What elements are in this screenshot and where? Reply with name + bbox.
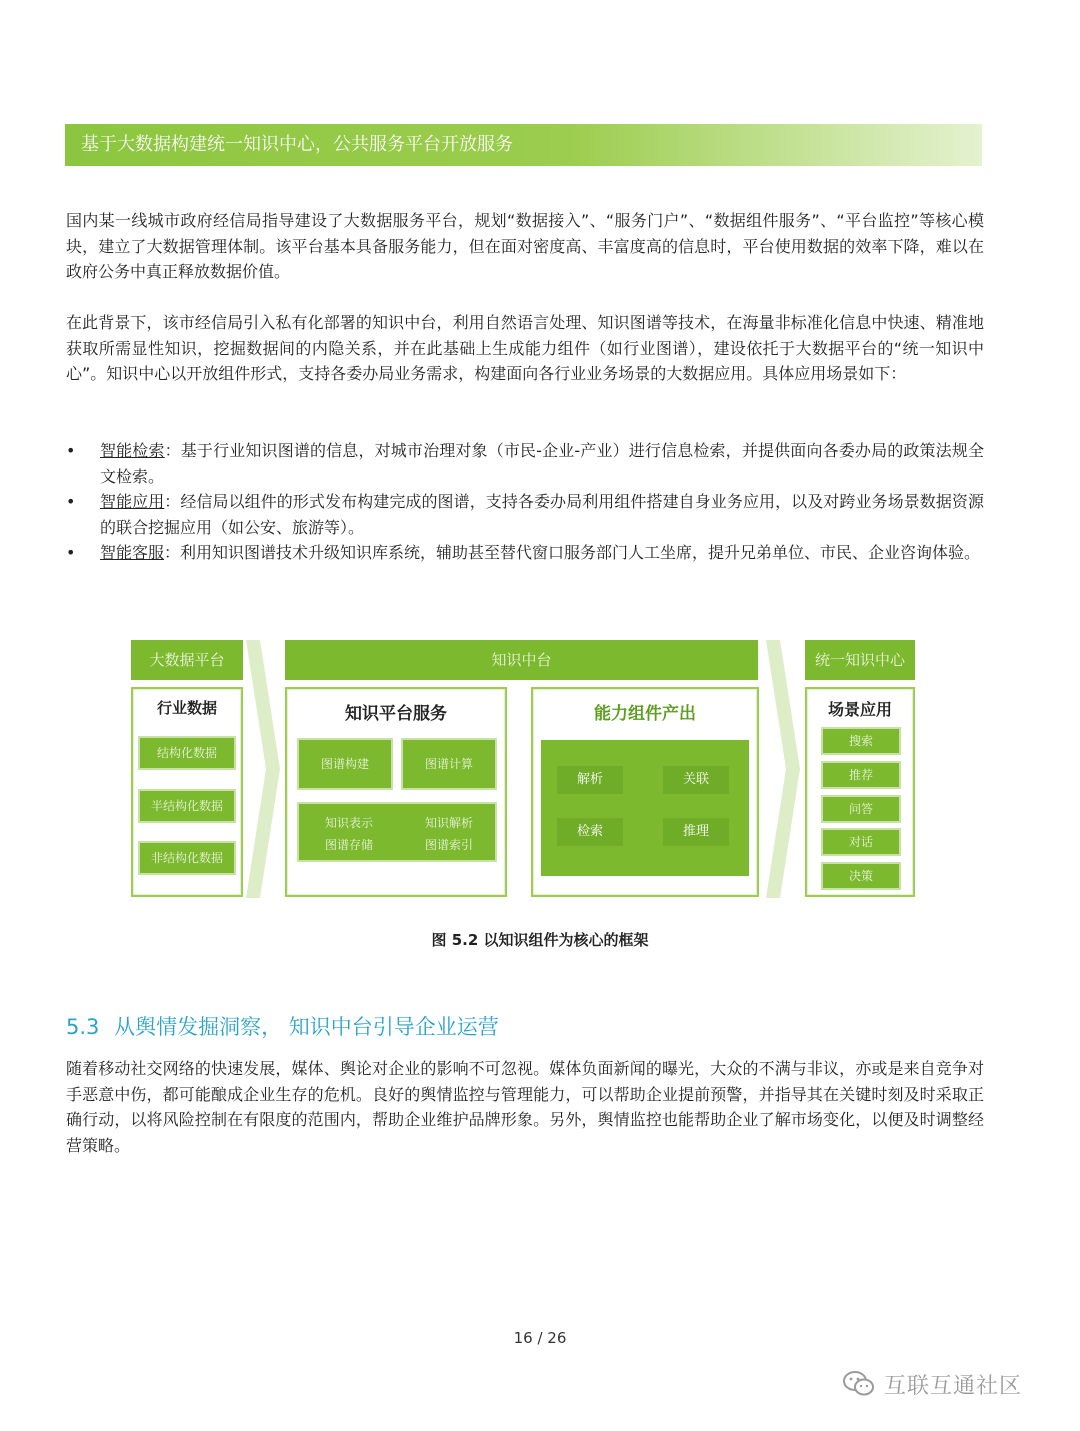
panel-industry-data — [131, 687, 243, 897]
combo-col-right — [399, 812, 499, 856]
combo-label: 知识解析 — [424, 816, 473, 830]
section-heading — [66, 1011, 499, 1041]
paragraph-intro: 国内某一线城市政府经信局指导建设了大数据服务平台，规划“数据接入”、“服务门户”、“数据组件服务”、“平台监控”等核心模块，建立了大数据管理体制。该平台基本具备服务能力，但在面对密度高、丰富度高的信息时，平台使用数据的效率下降，难以在政府公务中真正释放数据价值。 — [66, 211, 984, 281]
paragraph-public-opinion: 随着移动社交网络的快速发展，媒体、舆论对企业的影响不可忽视。媒体负面新闻的曝光，大众的不满与非议，亦或是来自竞争对手恶意中伤，都可能酿成企业生存的危机。良好的舆情监控与管理能力，可以帮助企业提前预警，并指导其在关键时刻及时采取正确行动，以将风险控制在有限度的范围内，帮助企业维护品牌形象。另外，舆情监控也能帮助企业了解市场变化，以便及时调整经营策略。 — [66, 1059, 984, 1155]
bullet-term: 智能客服 — [100, 543, 165, 562]
list-item — [66, 438, 984, 489]
list-item — [66, 489, 984, 540]
combo-label: 图谱存储 — [324, 838, 373, 852]
section-title: 从舆情发掘洞察， 知识中台引导企业运营 — [114, 1015, 499, 1039]
panel-title: 行业数据 — [156, 699, 217, 717]
bullet-text: ：利用知识图谱技术升级知识库系统，辅助甚至替代窗口服务部门人工坐席，提升兄弟单位、市民、企业咨询体验。 — [164, 543, 981, 562]
combo-col-left — [299, 812, 399, 856]
framework-diagram — [128, 637, 918, 899]
bullet-icon: • — [66, 441, 76, 460]
data-box-semi-structured: 半结构化数据 — [138, 789, 236, 823]
bullet-icon: • — [66, 543, 76, 562]
section-banner: 基于大数据构建统一知识中心，公共服务平台开放服务 — [65, 124, 982, 166]
bullet-text: ：经信局以组件的形式发布构建完成的图谱，支持各委办局利用组件搭建自身业务应用，以及对跨业务场景数据资源的联合挖掘应用（如公安、旅游等）。 — [100, 492, 984, 537]
page-number: 16 / 26 — [513, 1329, 567, 1347]
section-number: 5.3 — [66, 1015, 100, 1039]
box-graph-build: 图谱构建 — [297, 738, 393, 790]
header-knowledge-middle: 知识中台 — [285, 640, 758, 680]
arrow-right-icon — [766, 640, 802, 898]
bullet-term: 智能应用 — [100, 492, 165, 511]
watermark — [842, 1366, 1022, 1402]
panel-knowledge-service — [285, 687, 507, 897]
arrow-right-icon — [246, 640, 282, 898]
capability-parse: 解析 — [557, 766, 623, 794]
capability-reason: 推理 — [663, 818, 729, 846]
scenario-search: 搜索 — [821, 727, 901, 755]
bullet-icon: • — [66, 492, 76, 511]
panel-title: 能力组件产出 — [594, 704, 696, 724]
box-graph-compute: 图谱计算 — [401, 738, 497, 790]
capability-area — [541, 740, 749, 876]
scenario-qa: 问答 — [821, 795, 901, 823]
list-item — [66, 540, 984, 566]
combo-label: 图谱索引 — [424, 838, 473, 852]
panel-scenario-apps — [805, 687, 915, 897]
panel-title: 场景应用 — [827, 700, 892, 719]
capability-relate: 关联 — [663, 766, 729, 794]
watermark-text: 互联互通社区 — [884, 1373, 1023, 1399]
scenario-dialog: 对话 — [821, 828, 901, 856]
bullet-text: ：基于行业知识图谱的信息，对城市治理对象（市民-企业-产业）进行信息检索，并提供面向各委办局的政策法规全文检索。 — [100, 441, 984, 486]
header-unified-center: 统一知识中心 — [805, 640, 915, 680]
figure-caption: 图 5.2 以知识组件为核心的框架 — [431, 931, 649, 949]
panel-title: 知识平台服务 — [345, 704, 447, 724]
wechat-icon — [842, 1369, 876, 1399]
header-big-data-platform: 大数据平台 — [131, 640, 243, 680]
box-knowledge-combo — [297, 802, 497, 862]
capability-retrieve: 检索 — [557, 818, 623, 846]
data-box-unstructured: 非结构化数据 — [138, 841, 236, 875]
bullet-term: 智能检索 — [100, 441, 165, 460]
paragraph-background: 在此背景下，该市经信局引入私有化部署的知识中台，利用自然语言处理、知识图谱等技术，在海量非标准化信息中快速、精准地获取所需显性知识，挖掘数据间的内隐关系，并在此基础上生成能力组件（如行业图谱），建设依托于大数据平台的“统一知识中心”。知识中心以开放组件形式，支持各委办局业务需求，构建面向各行业业务场景的大数据应用。具体应用场景如下： — [66, 313, 984, 383]
application-scenario-list — [66, 438, 984, 566]
scenario-decision: 决策 — [821, 862, 901, 890]
data-box-structured: 结构化数据 — [138, 736, 236, 770]
combo-label: 知识表示 — [324, 816, 373, 830]
scenario-recommend: 推荐 — [821, 761, 901, 789]
panel-capability-output — [531, 687, 759, 897]
